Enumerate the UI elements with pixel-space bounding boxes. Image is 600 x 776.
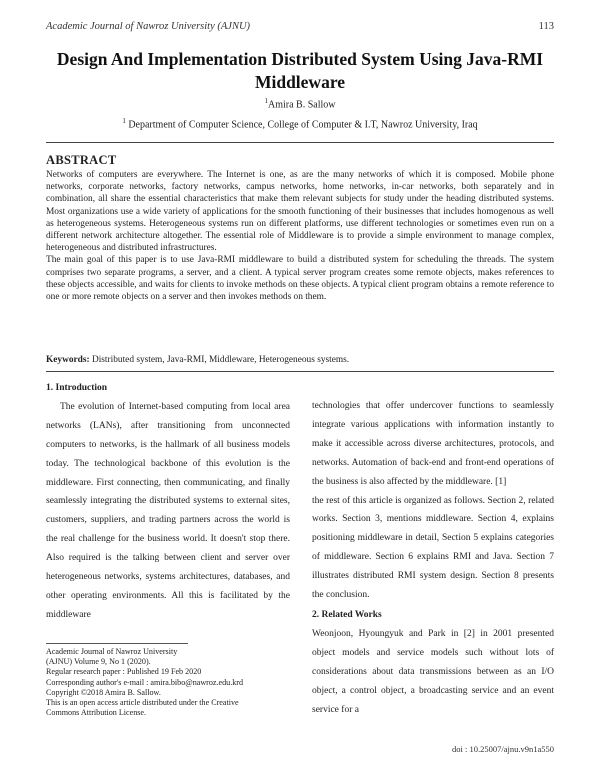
body-paragraph: The evolution of Internet-based computing from local area networks (LANs), after transitioning from unconnected computers to networks, is the hallmark of all business models today. The technological backbone of this evolution is the middleware. First connecting, then communicating, and finally seamlessly integrating the distributed systems to external sites, customers, suppliers, and trading partners across the world is the real challenge for the business world. It doesn't stop there. Also required is the talking between client and server over heterogeneous networks, systems architectures, databases, and other operating environments. All this is facilitated by the middleware <box>46 401 290 620</box>
affiliation-text: Department of Computer Science, College of Computer & I.T, Nawroz University, Iraq <box>128 119 478 131</box>
running-head: Academic Journal of Nawroz University (AJNU) <box>46 21 251 32</box>
footnote-line: Academic Journal of Nawroz University <box>46 647 178 656</box>
author-line <box>46 97 554 110</box>
keywords-label: Keywords: <box>46 355 90 365</box>
body-paragraph: Weonjoon, Hyoungyuk and Park in [2] in 2001 presented object models and service models such without lots of considerations about data transmissions between as an I/O object, a control object, a broadcasting service and an event service for a <box>312 628 554 715</box>
top-divider <box>46 142 554 143</box>
paper-title: Design And Implementation Distributed System Using Java-RMI Middleware <box>56 49 544 92</box>
abstract-divider <box>46 371 554 372</box>
left-column <box>46 379 290 625</box>
doi-link[interactable]: doi : 10.25007/ajnu.v9n1a550 <box>452 744 554 754</box>
footnote-line: Corresponding author's e-mail : amira.bibo@nawroz.edu.krd <box>46 677 244 687</box>
abstract-paragraph: Networks of computers are everywhere. The Internet is one, as are the many networks of which it is composed. Mobile phone networks, corporate networks, factory networks, campus networks, home networks, in-car networks, both separately and in combination, all share the essential characteristics that make them relevant subjects for study under the heading distributed systems. Most organizations use a wide variety of applications for the smooth functioning of their businesses that includes homogenous as well as heterogeneous systems. Heterogeneous systems run on different platforms, use different technologies or sometimes even run on a different network architecture altogether. The essential role of Middleware is to provide a simple environment to manage complex, heterogeneous and distributed infrastructures. <box>46 170 554 254</box>
footnote-divider <box>46 643 188 644</box>
section-heading-related-works: 2. Related Works <box>312 609 382 620</box>
keywords-line <box>46 355 554 365</box>
footnote-line: This is an open access article distributed under the Creative <box>46 698 239 708</box>
footnote-line: Regular research paper : Published 19 Feb 2020 <box>46 667 202 677</box>
body-paragraph: the rest of this article is organized as follows. Section 2, related works. Section 3, mentions middleware. Section 4, explains positioning middleware in detail, Section 5 explains categories of middleware. Section 6 explains RMI and Java. Section 7 illustrates distributed RMI system design. Section 8 presents the conclusion. <box>312 495 554 601</box>
author-name: Amira B. Sallow <box>268 99 336 111</box>
page-number: 113 <box>538 21 554 32</box>
author-superscript: 1 <box>264 97 268 105</box>
keywords-text: Distributed system, Java-RMI, Middleware, Heterogeneous systems. <box>91 355 350 365</box>
section-heading-introduction: 1. Introduction <box>46 383 108 393</box>
affiliation-line <box>46 117 554 130</box>
footnote-line: Copyright ©2018 Amira B. Sallow. <box>46 687 161 697</box>
footnote-line: (AJNU) Volume 9, No 1 (2020). <box>46 657 151 667</box>
body-paragraph: technologies that offer undercover functions to seamlessly integrate various applications with information instantly to make it accessible across diverse architectures, protocols, and networks. Automation of back-end and front-end operations of the business is also affected by the middleware. [1] <box>312 401 554 487</box>
affiliation-superscript: 1 <box>122 117 126 125</box>
footnote <box>46 647 326 718</box>
footnote-line: Commons Attribution License. <box>46 708 147 718</box>
abstract-body <box>46 169 554 303</box>
abstract-heading: ABSTRACT <box>46 153 117 167</box>
right-column <box>312 397 554 719</box>
abstract-paragraph: The main goal of this paper is to use Java-RMI middleware to build a distributed system for scheduling the threads. The system comprises two separate programs, a server, and a client. A typical server program creates some remote objects, makes references to these objects accessible, and waits for clients to invoke methods on these objects. A typical client program obtains a remote reference to one or more remote objects on a server and then invokes methods on them. <box>46 255 554 303</box>
